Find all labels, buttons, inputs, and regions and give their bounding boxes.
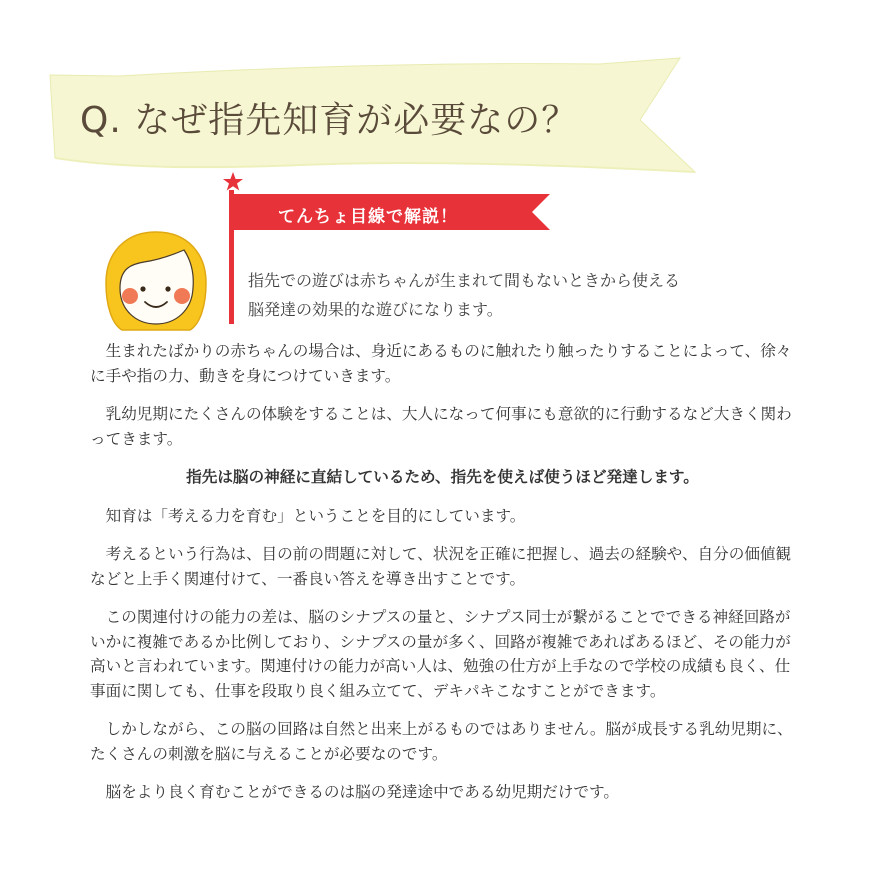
emphasis-paragraph: 指先は脳の神経に直結しているため、指先を使えば使うほど発達します。 [186, 468, 699, 486]
title-banner [0, 0, 873, 180]
flag-label: てんちょ目線で解説！ [278, 207, 458, 227]
left-cheek [122, 288, 138, 304]
paragraph: 考えるという行為は、目の前の問題に対して、状況を正確に把握し、過去の経験や、自分の価値観などと上手く関連付けて、一番良い答えを導き出すことです。 [90, 545, 792, 588]
left-eye [140, 286, 145, 291]
intro-line-1: 指先での遊びは赤ちゃんが生まれて間もないときから使える [248, 271, 681, 290]
paragraph: しかしながら、この脳の回路は自然と出来上がるものではありません。脳が成長する乳幼児期に、たくさんの刺激を脳に与えることが必要なのです。 [90, 720, 793, 763]
avatar [100, 228, 212, 340]
page-title: Q. なぜ指先知育が必要なの？ [80, 100, 579, 141]
article-body [90, 339, 795, 819]
right-eye [165, 286, 170, 291]
intro-text [248, 266, 808, 324]
paragraph: 乳幼児期にたくさんの体験をすることは、大人になって何事にも意欲的に行動するなど大きく関わってきます。 [90, 405, 792, 448]
star-icon [223, 172, 243, 191]
paragraph: 脳をより良く育むことができるのは脳の発達途中である幼児期だけです。 [105, 783, 619, 801]
intro-line-2: 脳発達の効果的な遊びになります。 [248, 300, 503, 319]
flag-pole [229, 190, 234, 324]
banner-ribbon-shape [0, 0, 873, 180]
paragraph: この関連付けの能力の差は、脳のシナプスの量と、シナプス同士が繋がることでできる神経回路がいかに複雑であるか比例しており、シナプスの量が多く、回路が複雑であればあるほど、その能力が高いと言われています。関連付けの能力が高い人は、勉強の仕方が上手なので学校の成績も良く、仕事面に関しても、仕事を段取り良く組み立てて、デキパキこなすことができます。 [90, 608, 791, 700]
paragraph: 生まれたばかりの赤ちゃんの場合は、身近にあるものに触れたり触ったりすることによって、徐々に手や指の力、動きを身につけていきます。 [90, 342, 792, 385]
paragraph: 知育は「考える力を育む」ということを目的にしています。 [105, 506, 526, 525]
right-cheek [174, 288, 190, 304]
